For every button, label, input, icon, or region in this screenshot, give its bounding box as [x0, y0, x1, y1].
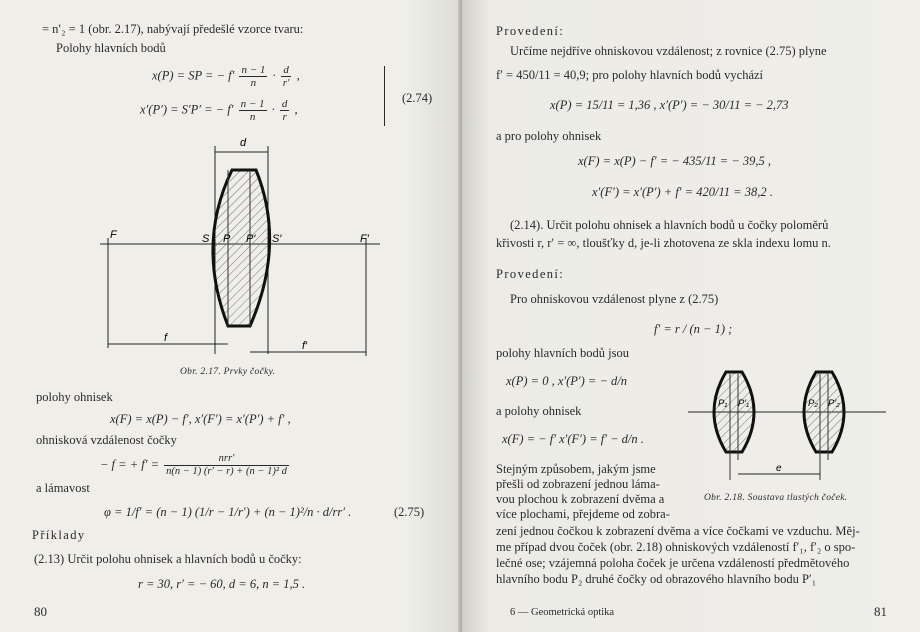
fraction	[280, 98, 290, 123]
equation-focal-length: f′ = r / (n − 1) ;	[654, 322, 733, 336]
label-s-prime: S′	[272, 233, 282, 245]
full-line: hlavního bodu P₂ druhé čočky od obrazového hlavního bodu P′₁	[496, 572, 817, 586]
label-p2-prime: P′₂	[828, 398, 840, 409]
fraction-num: n − 1	[240, 98, 265, 110]
fraction-den: n(n − 1) (r′ − r) + (n − 1)² d	[166, 466, 287, 477]
label-e: e	[776, 463, 782, 474]
equation-xp: x(P) = SP = − f′ $\frac{n - 1}{n}$ · $\frac{d}{r'}$ ,	[152, 64, 300, 89]
paragraph-line: polohy hlavních bodů jsou	[496, 346, 629, 360]
label-s: S	[202, 233, 210, 245]
heading-solution: Provedení:	[496, 267, 565, 281]
fraction-num: n − 1	[241, 64, 266, 76]
label-p1: P₁	[718, 398, 728, 409]
first-lens	[714, 372, 754, 452]
eq-part: − f = + f′ =	[100, 457, 160, 472]
heading-principal-points: Polohy hlavních bodů	[56, 41, 166, 55]
eq-part: x′(P′) = S′P′ = − f′	[140, 102, 234, 117]
fraction-den: n	[250, 77, 257, 89]
equation-principal-points: x(P) = 15/11 = 1,36 , x′(P′) = − 30/11 = − 2,73	[550, 98, 789, 112]
paragraph-line: Pro ohniskovou vzdálenost plyne z (2.75)	[510, 292, 719, 306]
heading-focal-positions: polohy ohnisek	[36, 390, 113, 404]
equation-principal-points: x(P) = 0 , x′(P′) = − d/n	[506, 374, 628, 388]
page-number-left: 80	[34, 604, 47, 619]
wrap-line: více plochami, přejdeme od zobra-	[496, 507, 670, 521]
label-d: d	[240, 137, 247, 149]
second-lens	[804, 372, 844, 452]
fraction-num: d	[281, 98, 288, 110]
page-number-right: 81	[874, 604, 887, 619]
equation-power: φ = 1/f′ = (n − 1) (1/r − 1/r′) + (n − 1)²/n · d/rr′ .	[104, 505, 352, 519]
fraction	[281, 64, 292, 89]
example-values: r = 30, r′ = − 60, d = 6, n = 1,5 .	[138, 577, 306, 591]
full-line: me případ dvou čoček (obr. 2.18) ohniskových vzdáleností f′₁, f′₂ o spo-	[496, 540, 856, 554]
label-f-dim: f	[164, 332, 168, 344]
label-p: P	[223, 233, 231, 245]
wrap-line: Stejným způsobem, jakým jsme	[496, 462, 656, 476]
equation-xpp: x′(P′) = S′P′ = − f′ $\frac{n - 1}{n}$ · $\frac{d}{r}$ ,	[140, 98, 298, 123]
equation-brace	[384, 66, 391, 126]
fraction-den: r	[282, 111, 287, 123]
equation-number: (2.74)	[402, 91, 433, 105]
label-f-prime-dim: f′	[302, 340, 308, 352]
wrap-line: vou plochou k zobrazení dvěma a	[496, 492, 665, 506]
full-line: lečné ose; vzájemná poloha čoček je určena vzdáleností předmětového	[496, 556, 850, 570]
fraction-den: n	[249, 111, 256, 123]
full-line: zení jednou čočkou k zobrazení dvěma a více čočkami ve vzduchu. Měj-	[496, 524, 860, 538]
heading-power: a lámavost	[36, 481, 90, 495]
fraction-den: r′	[282, 77, 290, 89]
lens-figure-2-17	[90, 134, 390, 366]
fraction-num: nrr′	[164, 453, 289, 466]
equation-number: (2.75)	[394, 505, 425, 519]
paragraph-line: Určíme nejdříve ohniskovou vzdálenost; z rovnice (2.75) plyne	[510, 44, 827, 58]
wrap-line: přešli od zobrazení jednou lámа-	[496, 477, 660, 491]
fraction	[239, 98, 267, 123]
equation-focal-length	[100, 453, 291, 478]
equation-focus-prime: x′(F′) = x′(P′) + f′ = 420/11 = 38,2 .	[592, 185, 773, 199]
right-page	[462, 0, 920, 632]
example-text: křivosti r, r′ = ∞, tloušťky d, je-li zhotovena ze skla indexu lomu n.	[496, 236, 831, 250]
label-p2: P₂	[808, 398, 818, 409]
page-footer: 6 — Geometrická optika	[510, 607, 615, 618]
equation-focus: x(F) = x(P) − f′ = − 435/11 = − 39,5 ,	[578, 154, 772, 168]
paragraph-line: f′ = 450/11 = 40,9; pro polohy hlavních bodů vychází	[496, 68, 764, 82]
example-text: (2.14). Určit polohu ohnisek a hlavních bodů u čočky poloměrů	[510, 218, 829, 232]
heading-solution: Provedení:	[496, 24, 565, 38]
lens-system-figure-2-18	[688, 360, 888, 490]
paragraph-line: a polohy ohnisek	[496, 404, 582, 418]
figure-caption: Obr. 2.17. Prvky čočky.	[180, 367, 276, 377]
label-f: F	[110, 229, 117, 241]
text-line: = n′₂ = 1 (obr. 2.17), nabývají předešlé vzorce tvaru:	[42, 22, 304, 36]
eq-part: x(P) = SP = − f′	[152, 68, 235, 83]
heading-focal-length: ohnisková vzdálenost čočky	[36, 433, 177, 447]
paragraph-line: a pro polohy ohnisek	[496, 129, 602, 143]
label-p-prime: P′	[246, 233, 256, 245]
equation-focus: x(F) = − f′ x′(F′) = f′ − d/n .	[502, 432, 644, 446]
fraction-num: d	[281, 64, 292, 77]
fraction	[164, 453, 289, 478]
lens-shape	[213, 170, 270, 326]
label-p1-prime: P′₁	[738, 398, 750, 409]
heading-examples: Příklady	[32, 528, 86, 542]
fraction	[239, 64, 267, 89]
equation-focal-positions: x(F) = x(P) − f′, x′(F′) = x′(P′) + f′ ,	[110, 412, 291, 426]
figure-caption: Obr. 2.18. Soustava tlustých čoček.	[704, 493, 848, 503]
example-text: (2.13) Určit polohu ohnisek a hlavních bodů u čočky:	[34, 552, 302, 566]
label-f-prime: F′	[360, 233, 369, 245]
